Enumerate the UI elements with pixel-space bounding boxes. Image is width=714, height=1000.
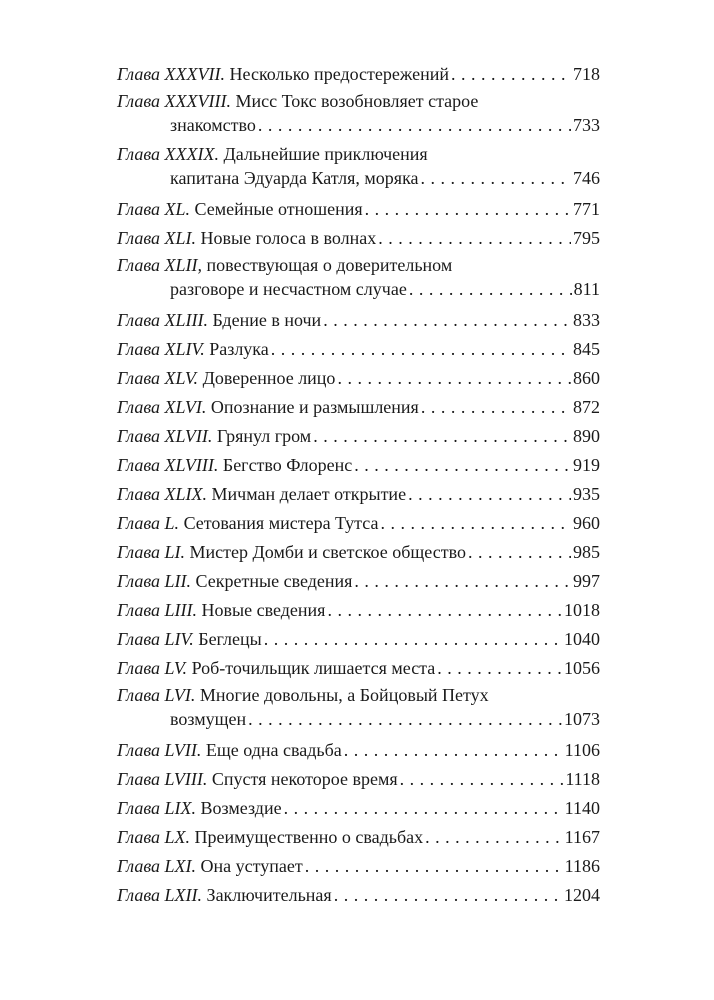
page-number: 811	[573, 279, 600, 299]
toc-entry	[117, 881, 600, 910]
dot-leader	[258, 113, 571, 137]
chapter-title-continuation: разговоре и несчастном случае	[170, 279, 407, 299]
page-number: 795	[573, 228, 600, 248]
toc-entry-line	[117, 509, 600, 538]
toc-entry-line	[117, 823, 600, 852]
toc-entry-line	[117, 794, 600, 823]
chapter-label: Глава LXII.	[117, 885, 203, 905]
page-number: 718	[573, 64, 600, 84]
page-number: 833	[573, 310, 600, 330]
chapter-label: Глава XLIX.	[117, 484, 208, 504]
toc-entry	[117, 480, 600, 509]
chapter-label: Глава LX.	[117, 827, 191, 847]
dot-leader	[248, 707, 562, 731]
chapter-title: Многие довольны, а Бойцовый Петух	[199, 685, 489, 705]
page-number: 960	[573, 513, 600, 533]
chapter-title: Бегство Флоренс	[222, 455, 353, 475]
page-number: 872	[573, 397, 600, 417]
toc-entry-line	[117, 881, 600, 910]
chapter-title: Новые голоса в волнах	[200, 228, 377, 248]
chapter-label: Глава L.	[117, 513, 180, 533]
toc-entry	[117, 306, 600, 335]
toc-entries	[117, 60, 600, 910]
chapter-title: Заключительная	[206, 885, 332, 905]
dot-leader	[409, 277, 572, 301]
chapter-title: Преимущественно о свадьбах	[194, 827, 424, 847]
chapter-label: Глава LVII.	[117, 740, 202, 760]
toc-entry	[117, 794, 600, 823]
toc-entry	[117, 60, 600, 89]
chapter-label: Глава XLV.	[117, 368, 199, 388]
chapter-title: Мичман делает открытие	[211, 484, 407, 504]
chapter-title: Мисс Токс возобновляет старое	[235, 91, 479, 111]
chapter-title: Секретные сведения	[195, 571, 353, 591]
toc-entry	[117, 596, 600, 625]
dot-leader	[264, 625, 562, 654]
page-number: 1204	[564, 885, 600, 905]
chapter-label: Глава XLVII.	[117, 426, 213, 446]
toc-entry-continuation	[117, 707, 600, 731]
chapter-label: Глава LI.	[117, 542, 186, 562]
page-number: 1040	[564, 629, 600, 649]
toc-entry-line	[117, 224, 600, 253]
toc-entry-line	[117, 538, 600, 567]
chapter-title-continuation: капитана Эдуарда Катля, моряка	[170, 168, 419, 188]
dot-leader	[354, 567, 571, 596]
toc-entry	[117, 422, 600, 451]
toc-entry-line	[117, 89, 600, 113]
page-number: 1056	[564, 658, 600, 678]
toc-entry-line	[117, 422, 600, 451]
chapter-label: Глава XLVI.	[117, 397, 207, 417]
toc-entry	[117, 364, 600, 393]
page-number: 860	[573, 368, 600, 388]
dot-leader	[425, 823, 563, 852]
toc-entry	[117, 683, 600, 731]
chapter-label: Глава XXXVIII.	[117, 91, 232, 111]
page-number: 771	[573, 199, 600, 219]
chapter-label: Глава LII.	[117, 571, 192, 591]
toc-entry	[117, 823, 600, 852]
toc-entry-line	[117, 625, 600, 654]
dot-leader	[408, 480, 571, 509]
page-number: 1167	[564, 827, 600, 847]
chapter-title: Дальнейшие приключения	[223, 144, 428, 164]
toc-entry-line	[117, 480, 600, 509]
dot-leader	[421, 166, 571, 190]
chapter-label: Глава XLVIII.	[117, 455, 219, 475]
page-number: 733	[573, 115, 600, 135]
chapter-title: Она уступает	[200, 856, 303, 876]
dot-leader	[354, 451, 571, 480]
toc-entry	[117, 142, 600, 190]
toc-entry	[117, 224, 600, 253]
dot-leader	[323, 306, 571, 335]
dot-leader	[327, 596, 562, 625]
chapter-label: Глава XLII,	[117, 255, 203, 275]
chapter-title: Мистер Домби и светское общество	[189, 542, 466, 562]
toc-entry-line	[117, 567, 600, 596]
chapter-title: Сетования мистера Тутса	[183, 513, 379, 533]
chapter-title: Беглецы	[198, 629, 262, 649]
chapter-title: Новые сведения	[201, 600, 326, 620]
chapter-label: Глава XLIV.	[117, 339, 205, 359]
dot-leader	[337, 364, 571, 393]
table-of-contents	[117, 60, 600, 910]
toc-entry-line	[117, 195, 600, 224]
chapter-label: Глава XLIII.	[117, 310, 209, 330]
page-number: 1186	[564, 856, 600, 876]
page-number: 997	[573, 571, 600, 591]
toc-entry-line	[117, 393, 600, 422]
toc-entry	[117, 451, 600, 480]
chapter-title-continuation: возмущен	[170, 709, 247, 729]
toc-entry-line	[117, 364, 600, 393]
page-number: 1018	[564, 600, 600, 620]
chapter-label: Глава LXI.	[117, 856, 197, 876]
chapter-title: Разлука	[209, 339, 269, 359]
page-number: 845	[573, 339, 600, 359]
page-number: 919	[573, 455, 600, 475]
page-number: 1118	[565, 769, 600, 789]
chapter-title: Еще одна свадьба	[205, 740, 342, 760]
toc-entry	[117, 509, 600, 538]
dot-leader	[313, 422, 571, 451]
toc-entry-line	[117, 60, 600, 89]
toc-entry-line	[117, 596, 600, 625]
page-number: 890	[573, 426, 600, 446]
toc-entry	[117, 654, 600, 683]
dot-leader	[451, 60, 571, 89]
page-number: 985	[573, 542, 600, 562]
chapter-label: Глава LVI.	[117, 685, 196, 705]
chapter-label: Глава XL.	[117, 199, 191, 219]
toc-entry	[117, 195, 600, 224]
chapter-title: Бдение в ночи	[212, 310, 322, 330]
toc-entry-line	[117, 253, 600, 277]
page-number: 746	[573, 168, 600, 188]
chapter-label: Глава XXXIX.	[117, 144, 220, 164]
toc-entry-line	[117, 736, 600, 765]
toc-entry	[117, 852, 600, 881]
dot-leader	[344, 736, 563, 765]
toc-entry	[117, 89, 600, 137]
page-number: 1106	[564, 740, 600, 760]
toc-entry	[117, 625, 600, 654]
page-number: 935	[573, 484, 600, 504]
dot-leader	[365, 195, 571, 224]
dot-leader	[437, 654, 562, 683]
dot-leader	[380, 509, 571, 538]
chapter-label: Глава LVIII.	[117, 769, 208, 789]
chapter-title: Доверенное лицо	[202, 368, 336, 388]
chapter-title: Опознание и размышления	[210, 397, 419, 417]
chapter-title: Грянул гром	[216, 426, 312, 446]
dot-leader	[305, 852, 563, 881]
chapter-title: Семейные отношения	[194, 199, 363, 219]
toc-entry-line	[117, 335, 600, 364]
toc-entry	[117, 393, 600, 422]
chapter-label: Глава LV.	[117, 658, 188, 678]
dot-leader	[468, 538, 571, 567]
toc-entry	[117, 538, 600, 567]
toc-entry-line	[117, 306, 600, 335]
dot-leader	[378, 224, 571, 253]
toc-entry-continuation	[117, 113, 600, 137]
toc-entry-line	[117, 654, 600, 683]
chapter-title: Спустя некоторое время	[211, 769, 398, 789]
toc-entry-continuation	[117, 277, 600, 301]
dot-leader	[334, 881, 562, 910]
toc-entry	[117, 765, 600, 794]
toc-entry-line	[117, 683, 600, 707]
chapter-label: Глава XLI.	[117, 228, 197, 248]
page-number: 1073	[564, 709, 600, 729]
chapter-label: Глава LIX.	[117, 798, 197, 818]
chapter-title: Несколько предостережений	[229, 64, 449, 84]
page-number: 1140	[564, 798, 600, 818]
toc-entry-line	[117, 852, 600, 881]
toc-entry-continuation	[117, 166, 600, 190]
chapter-label: Глава LIV.	[117, 629, 194, 649]
toc-entry	[117, 335, 600, 364]
chapter-title: повествующая о доверительном	[206, 255, 453, 275]
toc-entry	[117, 736, 600, 765]
toc-entry-line	[117, 451, 600, 480]
toc-entry-line	[117, 765, 600, 794]
dot-leader	[400, 765, 564, 794]
chapter-label: Глава XXXVII.	[117, 64, 226, 84]
chapter-label: Глава LIII.	[117, 600, 198, 620]
dot-leader	[271, 335, 571, 364]
dot-leader	[421, 393, 571, 422]
chapter-title: Возмездие	[200, 798, 282, 818]
toc-entry-line	[117, 142, 600, 166]
toc-entry	[117, 567, 600, 596]
chapter-title-continuation: знакомство	[170, 115, 256, 135]
chapter-title: Роб-точильщик лишается места	[191, 658, 436, 678]
toc-entry	[117, 253, 600, 301]
dot-leader	[284, 794, 563, 823]
